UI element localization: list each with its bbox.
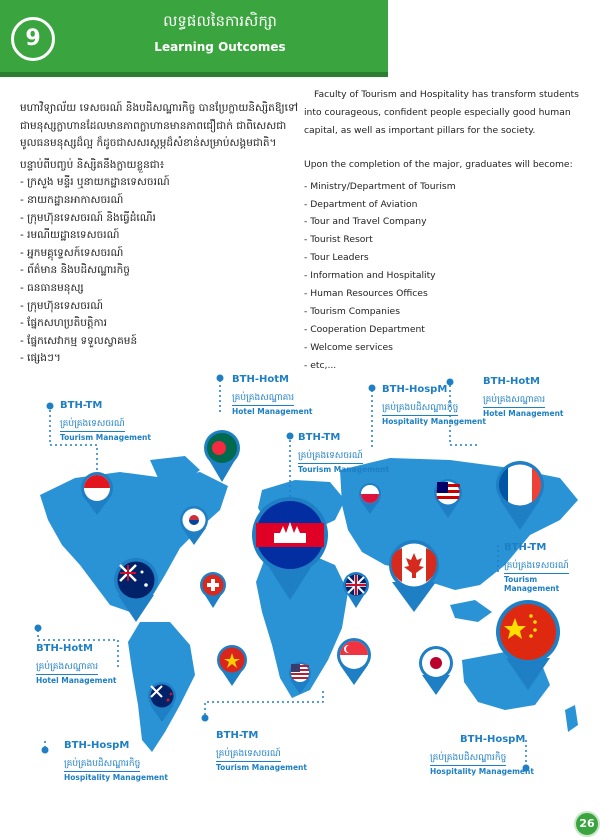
list-item: - ធនធានមនុស្ស (20, 281, 84, 294)
callout-khmer: គ្រប់គ្រងទេសចរណ៍ (60, 418, 125, 432)
callout-code: BTH-TM (60, 400, 103, 411)
callout-hospm-2 (64, 740, 168, 782)
callout-english: Hotel Management (483, 409, 564, 418)
callout-hotm-1 (232, 374, 313, 416)
world-map-infographic (0, 360, 600, 830)
callout-english: Hospitality Management (382, 417, 486, 426)
list-item: - ក្រុមហ៊ុនទេសចរណ៍ (20, 299, 104, 312)
callout-tm-2 (298, 432, 389, 474)
callout-code: BTH-HospM (382, 384, 448, 395)
list-item: - ក្រុមហ៊ុនទេសចរណ៍ និងធ្វើដំណើរ (20, 211, 156, 224)
callout-english: Tourism Management (60, 433, 151, 442)
list-item: - ផ្សេងៗ។ (20, 352, 61, 365)
callout-khmer: គ្រប់គ្រងបដិសណ្ឋារកិច្ច (382, 402, 458, 416)
english-outcome-list (304, 178, 590, 375)
khmer-column (20, 100, 298, 368)
callout-tm-4 (216, 730, 307, 772)
callout-hospm-1 (382, 384, 486, 426)
callout-code: BTH-TM (216, 730, 259, 741)
callout-khmer: គ្រប់គ្រងទេសចរណ៍ (216, 748, 281, 762)
list-item: - Ministry/Department of Tourism (304, 180, 456, 192)
page-number: 26 (574, 811, 600, 837)
callout-code: BTH-TM (298, 432, 341, 443)
callout-hospm-3 (430, 734, 534, 776)
list-item: - ផ្នែកសេវាកម្ម ទទួលស្វាគមន៍ (20, 334, 138, 347)
callout-english: Hotel Management (36, 676, 117, 685)
khmer-lead: បន្ទាប់ពីបញ្ចប់ និស្សិតនឹងក្លាយខ្លួនជា៖ (20, 158, 165, 171)
list-item: - រមណីយដ្ឋានទេសចរណ៍ (20, 229, 120, 242)
list-item: - អ្នកមគ្គុទ្ទេសក៍ទេសចរណ៍ (20, 246, 124, 259)
english-column (304, 86, 590, 375)
section-title-khmer: លទ្ធផលនៃការសិក្សា (163, 12, 277, 30)
callout-khmer: គ្រប់គ្រងបដិសណ្ឋារកិច្ច (64, 758, 140, 772)
callout-english: Tourism Management (298, 465, 389, 474)
callout-khmer: គ្រប់គ្រងបដិសណ្ឋារកិច្ច (430, 752, 506, 766)
list-item: - Tourism Companies (304, 305, 400, 317)
list-item: - Welcome services (304, 341, 393, 353)
callout-khmer: គ្រប់គ្រងទេសចរណ៍ (298, 450, 363, 464)
list-item: - ព័ត៌មាន និងបដិសណ្ឋារកិច្ច (20, 264, 130, 277)
khmer-intro: មហាវិទ្យាល័យ ទេសចរណ៍ និងបដិសណ្ឋារកិច្ច បានប្រែក្លាយនិស្សិតឱ្យទៅជាមនុស្សក្លាហានដែលមានភាពក្លាហានមានភាពជឿជាក់ ជាពិសេសជាមូលធនមនុស្សដ៏ល្អ ក៏ដូចជាសសរស្តម្ភដ៏សំខាន់សម្រាប់សង្គមជាតិ។ (20, 102, 298, 150)
header-banner (0, 0, 388, 72)
list-item: - Tour and Travel Company (304, 216, 427, 228)
callout-khmer: គ្រប់គ្រងទេសចរណ៍ (504, 560, 569, 574)
callout-khmer: គ្រប់គ្រងសណ្ឋាគារ (36, 661, 98, 675)
callout-khmer: គ្រប់គ្រងសណ្ឋាគារ (232, 392, 294, 406)
list-item: - Tourist Resort (304, 234, 373, 246)
list-item: - Cooperation Department (304, 323, 425, 335)
callout-english: Tourism Management (504, 575, 560, 593)
callout-code: BTH-TM (504, 542, 547, 553)
list-item: - etc,... (304, 359, 337, 371)
callout-hotm-3 (36, 643, 117, 685)
callout-code: BTH-HospM (460, 734, 526, 745)
callout-english: Hotel Management (232, 407, 313, 416)
callout-tm-1 (60, 400, 151, 442)
callout-code: BTH-HotM (36, 643, 93, 654)
khmer-outcome-list (20, 174, 298, 368)
list-item: - ក្រសួង មន្ទីរ ឬនាយកដ្ឋានទេសចរណ៍ (20, 176, 170, 189)
callout-code: BTH-HotM (483, 376, 540, 387)
list-item: - Human Resources Offices (304, 288, 428, 300)
callout-english: Tourism Management (216, 763, 307, 772)
callout-code: BTH-HospM (64, 740, 130, 751)
header-banner-shadow (0, 72, 388, 77)
callout-code: BTH-HotM (232, 374, 289, 385)
list-item: - Tour Leaders (304, 252, 369, 264)
list-item: - ផ្នែកសហប្រតិបត្តិការ (20, 317, 107, 330)
callout-english: Hospitality Management (64, 773, 168, 782)
callout-tm-3 (504, 542, 594, 593)
english-lead: Upon the completion of the major, graduates will become: (304, 158, 573, 170)
list-item: - Department of Aviation (304, 198, 418, 210)
callout-khmer: គ្រប់គ្រងសណ្ឋាគារ (483, 394, 545, 408)
section-number: 9 (11, 17, 55, 61)
callout-english: Hospitality Management (430, 767, 534, 776)
list-item: - នាយកដ្ឋានអាកាសចរណ៍ (20, 193, 124, 206)
list-item: - Information and Hospitality (304, 270, 436, 282)
section-title-english: Learning Outcomes (154, 40, 286, 54)
english-intro: Faculty of Tourism and Hospitality has transform students into courageous, confident people especially good human capital, as well as important pillars for the society. (304, 89, 579, 136)
callout-hotm-2 (483, 376, 564, 418)
